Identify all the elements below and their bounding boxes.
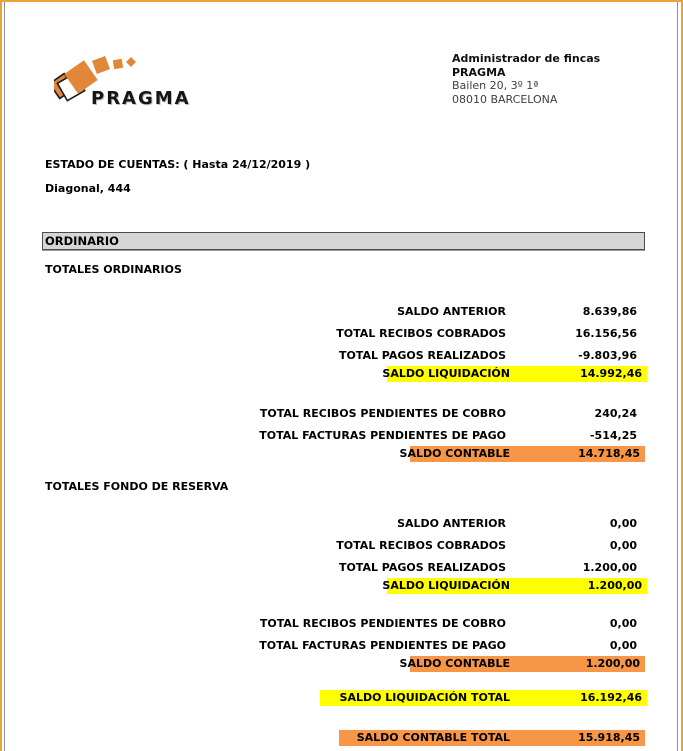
row-label: TOTAL RECIBOS COBRADOS xyxy=(336,539,506,552)
pragma-logo xyxy=(54,42,204,112)
section-header-ordinario: ORDINARIO xyxy=(42,232,645,250)
section-title-ordinarios: TOTALES ORDINARIOS xyxy=(45,263,182,276)
row-value: 8.639,86 xyxy=(582,305,637,318)
row-label: TOTAL PAGOS REALIZADOS xyxy=(338,561,506,574)
highlight-value: 15.918,45 xyxy=(578,731,640,744)
highlight-label: SALDO LIQUIDACIÓN xyxy=(382,367,510,380)
row-recibos-cobrados xyxy=(2,326,681,342)
saldo-liquidacion-row xyxy=(382,366,647,382)
saldo-liquidacion-total-row xyxy=(320,690,647,706)
row-facturas-pendientes xyxy=(2,638,681,654)
highlight-label: SALDO CONTABLE TOTAL xyxy=(356,731,510,744)
highlight-label: SALDO CONTABLE xyxy=(399,657,510,670)
highlight-value: 14.992,46 xyxy=(580,367,642,380)
row-recibos-pendientes xyxy=(2,616,681,632)
highlight-value: 14.718,45 xyxy=(578,447,640,460)
row-value: 0,00 xyxy=(609,639,637,652)
statement-title: ESTADO DE CUENTAS: ( Hasta 24/12/2019 ) xyxy=(45,158,311,171)
row-value: 0,00 xyxy=(609,539,637,552)
highlight-label: SALDO CONTABLE xyxy=(399,447,510,460)
address-line-2: PRAGMA xyxy=(452,65,506,79)
address-line-4: 08010 BARCELONA xyxy=(452,92,558,106)
row-recibos-cobrados xyxy=(2,538,681,554)
company-address-block xyxy=(452,52,600,106)
address-line-3: Bailen 20, 3º 1ª xyxy=(452,79,539,92)
row-label: TOTAL RECIBOS PENDIENTES DE COBRO xyxy=(259,617,506,630)
highlight-value: 1.200,00 xyxy=(585,657,640,670)
row-label: SALDO ANTERIOR xyxy=(397,305,506,318)
row-saldo-anterior xyxy=(2,516,681,532)
section-title-fondo-reserva: TOTALES FONDO DE RESERVA xyxy=(45,480,229,493)
row-recibos-pendientes xyxy=(2,406,681,422)
saldo-contable-row xyxy=(399,446,645,462)
row-label: TOTAL RECIBOS COBRADOS xyxy=(336,327,506,340)
highlight-label: SALDO LIQUIDACIÓN TOTAL xyxy=(339,691,510,704)
row-value: 1.200,00 xyxy=(582,561,637,574)
highlight-value: 16.192,46 xyxy=(580,691,642,704)
saldo-contable-row xyxy=(399,656,645,672)
row-label: TOTAL FACTURAS PENDIENTES DE PAGO xyxy=(259,639,506,652)
property-name: Diagonal, 444 xyxy=(45,182,131,195)
row-facturas-pendientes xyxy=(2,428,681,444)
row-value: -9.803,96 xyxy=(578,349,637,362)
row-saldo-anterior xyxy=(2,304,681,320)
highlight-value: 1.200,00 xyxy=(587,579,642,592)
row-label: TOTAL PAGOS REALIZADOS xyxy=(338,349,506,362)
pragma-logo-text: PRAGMA xyxy=(91,88,191,109)
row-value: -514,25 xyxy=(589,429,637,442)
row-value: 240,24 xyxy=(594,407,637,420)
saldo-contable-total-row xyxy=(339,730,645,746)
address-line-1: Administrador de fincas xyxy=(452,52,601,65)
highlight-label: SALDO LIQUIDACIÓN xyxy=(382,579,510,592)
saldo-liquidacion-row xyxy=(382,578,647,594)
row-label: TOTAL FACTURAS PENDIENTES DE PAGO xyxy=(259,429,506,442)
row-pagos-realizados xyxy=(2,348,681,364)
row-label: SALDO ANTERIOR xyxy=(397,517,506,530)
row-value: 0,00 xyxy=(609,617,637,630)
row-value: 0,00 xyxy=(609,517,637,530)
row-value: 16.156,56 xyxy=(575,327,637,340)
row-pagos-realizados xyxy=(2,560,681,576)
row-label: TOTAL RECIBOS PENDIENTES DE COBRO xyxy=(259,407,506,420)
